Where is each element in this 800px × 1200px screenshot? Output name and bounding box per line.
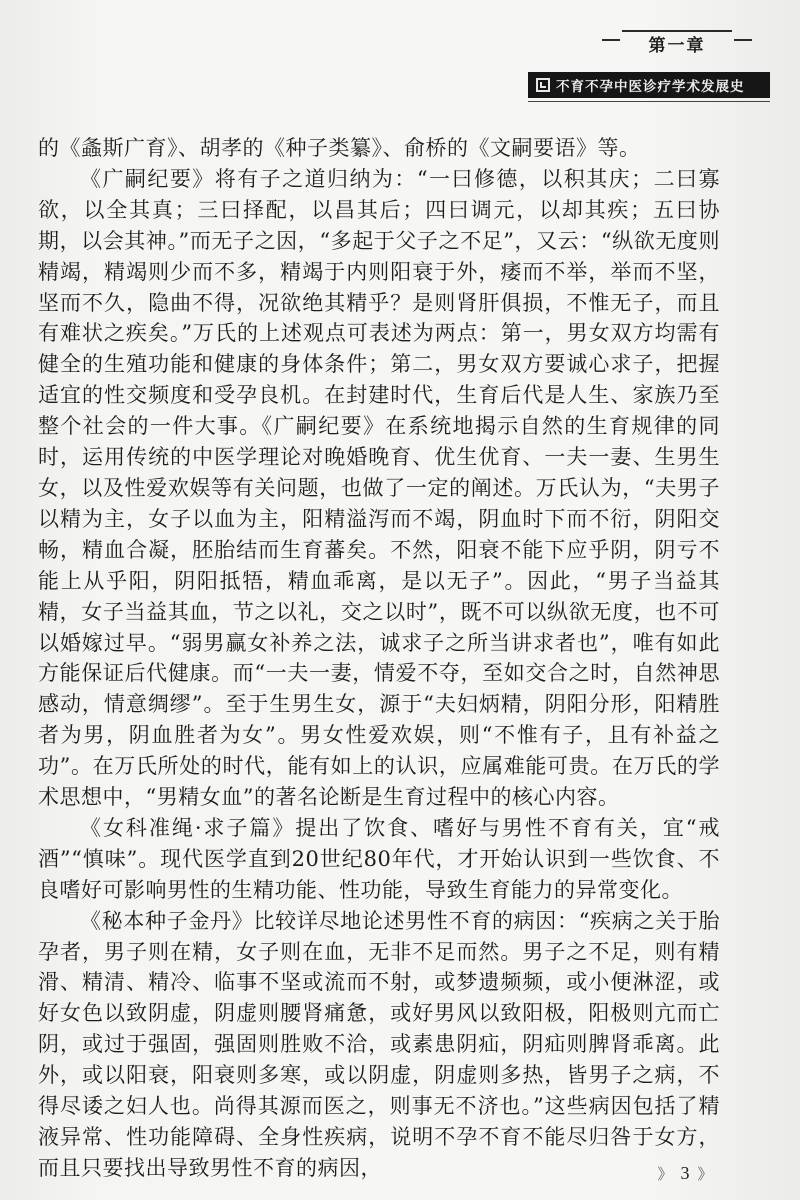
page-number-ornament-left: 》 (657, 1164, 673, 1183)
header-rule (528, 101, 770, 102)
square-frame-icon (536, 78, 550, 92)
book-title: 不育不孕中医诊疗学术发展史 (556, 79, 745, 95)
paragraph-guangsi-jiyao: 《广嗣纪要》将有子之道归纳为：“一曰修德，以积其庆；二曰寡欲，以全其真；三曰择配，以昌其后；四曰调元，以却其疾；五曰协期，以会其神。”而无子之因，“多起于父子之不足”，又云：“纵欲无度则精竭，精竭则少而不多，精竭于内则阳衰于外，痿而不举，举而不坚，坚而不久，隐曲不得，况欲绝其精乎？是则肾肝俱损，不惟无子，而且有难状之疾矣。”万氏的上述观点可表述为两点：第一，男女双方均需有健全的生殖功能和健康的身体条件；第二，男女双方要诚心求子，把握适宜的性交频度和受孕良机。在封建时代，生育后代是人生、家族乃至整个社会的一件大事。《广嗣纪要》在系统地揭示自然的生育规律的同时，运用传统的中医学理论对晚婚晚育、优生优育、一夫一妻、生男生女，以及性爱欢娱等有关问题，也做了一定的阐述。万氏认为，“夫男子以精为主，女子以血为主，阳精溢泻而不竭，阴血时下而不衍，阴阳交畅，精血合凝，胚胎结而生育蕃矣。不然，阳衰不能下应乎阴，阴亏不能上从乎阳，阴阳抵牾，精血乖离，是以无子”。因此，“男子当益其精，女子当益其血，节之以礼，交之以时”，既不可以纵欲无度，也不可以婚嫁过早。“弱男赢女补养之法，诚求子之所当讲求者也”，唯有如此方能保证后代健康。而“一夫一妻，情爱不夺，至如交合之时，自然神思感动，情意绸缪”。至于生男生女，源于“夫妇炳精，阴阳分形，阳精胜者为男，阴血胜者为女”。男女性爱欢娱，则“不惟有子，且有补益之功”。在万氏所处的时代，能有如上的认识，应属难能可贵。在万氏的学术思想中，“男精女血”的著名论断是生育过程中的核心内容。 (38, 166, 720, 810)
paragraph-miben-zhongzi-jindan: 《秘本种子金丹》比较详尽地论述男性不育的病因：“疾病之关于胎孕者，男子则在精，女子则在血，无非不足而然。男子之不足，则有精滑、精清、精冷、临事不坚或流而不射，或梦遗频频，或小便淋涩，或好女色以致阴虚，阴虚则腰肾痛惫，或好男风以致阳极，阳极则亢而亡阴，或过于强固，强固则胜败不洽，或素患阴疝，阴疝则脾肾乖离。此外，或以阳衰，阳衰则多寒，或以阴虚，阴虚则多热，皆男子之病，不得尽诿之妇人也。尚得其源而医之，则事无不济也。”这些病因包括了精液异常、性功能障碍、全身性疾病，说明不孕不育不能尽归咎于女方，而且只要找出导致男性不育的病因， (38, 908, 720, 1180)
page-footer (652, 1160, 718, 1186)
page-number: 3 (680, 1162, 690, 1183)
running-header (528, 72, 770, 98)
chapter-tab (622, 30, 732, 54)
paragraph-nvke-zhunsheng: 《女科准绳·求子篇》提出了饮食、嗜好与男性不育有关，宜“戒酒”“慎味”。现代医学直到20世纪80年代，才开始认识到一些饮食、不良嗜好可影响男性的生精功能、性功能，导致生育能力的异常变化。 (38, 815, 720, 902)
page-number-ornament-right: 》 (697, 1164, 713, 1183)
page-body (38, 133, 720, 1184)
tab-ornament-left (602, 39, 620, 47)
chapter-label: 第一章 (648, 35, 706, 56)
paragraph-continued: 的《螽斯广育》、胡孝的《种子类纂》、俞桥的《文嗣要语》等。 (38, 136, 641, 160)
tab-ornament-right (734, 39, 752, 47)
